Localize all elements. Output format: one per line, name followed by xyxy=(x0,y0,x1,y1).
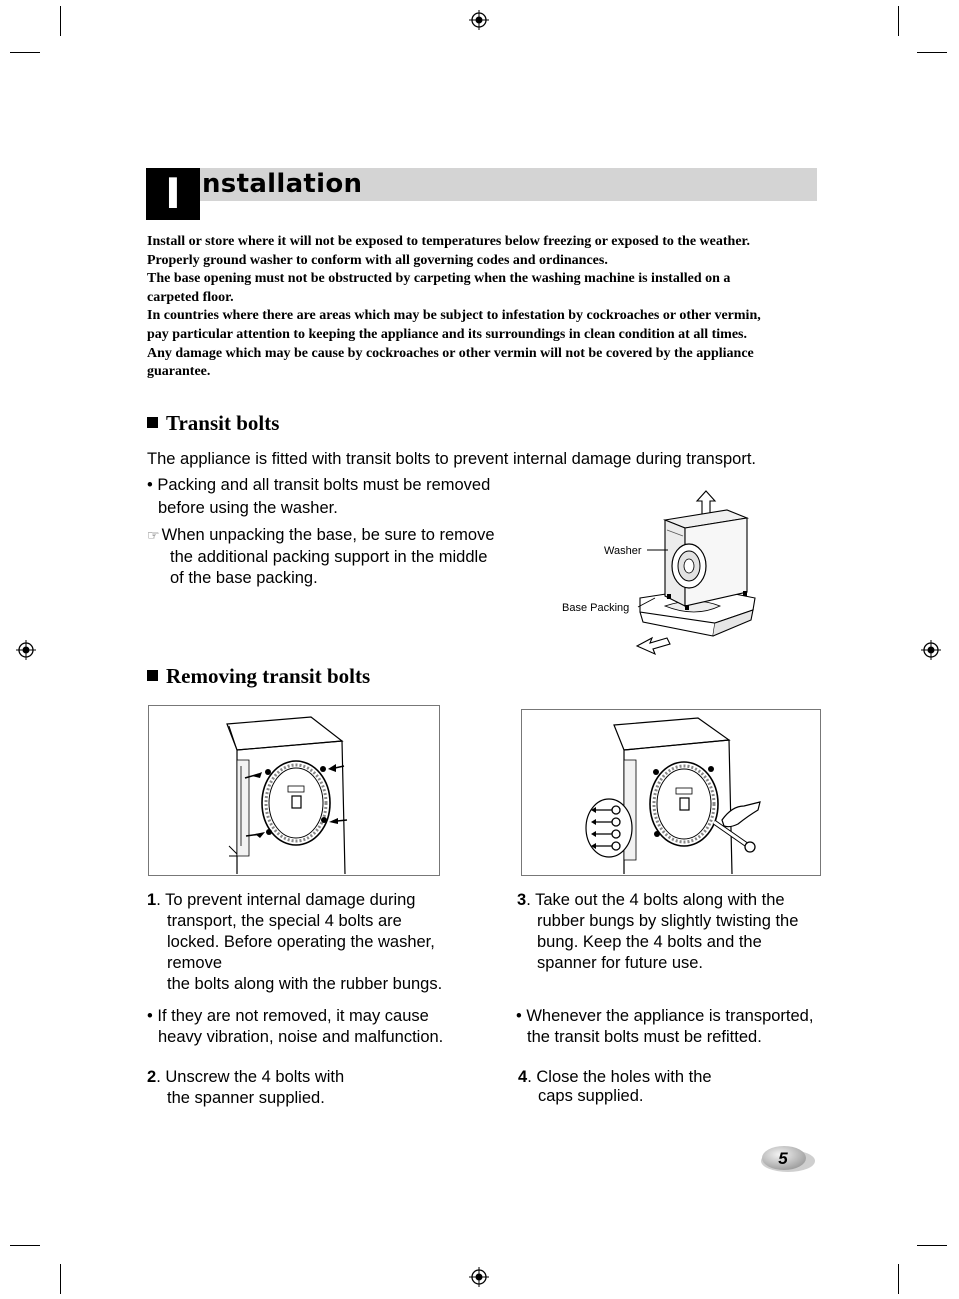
crop-mark xyxy=(898,1264,899,1294)
label-washer: Washer xyxy=(604,545,642,557)
intro-line: Properly ground washer to conform with all governing codes and ordinances. xyxy=(147,252,608,268)
figure-box-rear-bolts xyxy=(148,705,440,876)
step-text: Unscrew the 4 bolts with xyxy=(165,1068,345,1086)
step-text: transport, the special 4 bolts are xyxy=(167,912,402,930)
intro-line: In countries where there are areas which may be subject to infestation by cockroaches or other vermin, xyxy=(147,308,761,324)
pointing-hand-icon: ☞ xyxy=(147,528,160,544)
crop-mark xyxy=(10,52,40,53)
bullet-line: the transit bolts must be refitted. xyxy=(527,1028,762,1046)
step-text: the spanner supplied. xyxy=(167,1089,325,1107)
intro-line: pay particular attention to keeping the appliance and its surroundings in clean condition at all times. xyxy=(147,326,747,342)
square-bullet-icon xyxy=(147,417,158,428)
bullet-line: • Packing and all transit bolts must be removed xyxy=(147,476,491,494)
step-text: spanner for future use. xyxy=(537,954,704,972)
figure-box-spanner xyxy=(521,709,821,876)
step-number: 3 xyxy=(517,891,527,909)
section-heading-removing-bolts xyxy=(147,664,370,689)
step-number: 1 xyxy=(147,891,157,909)
registration-mark-icon xyxy=(921,640,941,660)
step-1: 1. To prevent internal damage during transport, the special 4 bolts are locked. Before operating the washer, remove the bolts along with the rubber bungs. xyxy=(147,891,443,993)
section-heading-transit-bolts xyxy=(147,411,279,436)
registration-mark-icon xyxy=(469,10,489,30)
crop-mark xyxy=(60,6,61,36)
page-number: 5 xyxy=(778,1149,788,1168)
washer-base-packing-illustration xyxy=(555,488,765,660)
intro-line: The base opening must not be obstructed by carpeting when the washing machine is installed on a xyxy=(147,271,731,287)
header-initial: I xyxy=(146,168,200,220)
registration-mark-icon xyxy=(16,640,36,660)
section-heading-text: Removing transit bolts xyxy=(166,664,371,688)
transit-lead: The appliance is fitted with transit bolts to prevent internal damage during transport. xyxy=(147,450,757,468)
crop-mark xyxy=(10,1245,40,1246)
note-line: the additional packing support in the middle xyxy=(170,548,488,566)
step-text: caps supplied. xyxy=(538,1087,644,1105)
step-text: rubber bungs by slightly twisting the xyxy=(537,912,799,930)
intro-line: carpeted floor. xyxy=(147,289,234,305)
bullet-line: • Whenever the appliance is transported, xyxy=(516,1007,814,1025)
washer-rear-illustration xyxy=(149,706,438,874)
crop-mark xyxy=(917,1245,947,1246)
page-number-badge xyxy=(760,1143,816,1175)
step-3: 3. Take out the 4 bolts along with the rubber bungs by slightly twisting the bung. Keep the 4 bolts and the spanner for future use. xyxy=(517,891,799,972)
page-title: nstallation xyxy=(202,169,363,199)
step-text: remove xyxy=(167,954,223,972)
intro-line: Any damage which may be cause by cockroaches or other vermin will not be covered by the appliance xyxy=(147,345,754,361)
bullet-warning xyxy=(147,1006,443,1048)
intro-line: guarantee. xyxy=(147,364,211,380)
registration-mark-icon xyxy=(469,1267,489,1287)
label-base-packing: Base Packing xyxy=(562,602,630,614)
step-text: Close the holes with the xyxy=(536,1068,712,1086)
step-number: 2 xyxy=(147,1068,157,1086)
step-4: 4. Close the holes with the caps supplied. xyxy=(518,1068,712,1105)
step-text: bung. Keep the 4 bolts and the xyxy=(537,933,762,951)
washer-spanner-illustration xyxy=(522,710,819,874)
crop-mark xyxy=(917,52,947,53)
bullet-line: heavy vibration, noise and malfunction. xyxy=(158,1028,444,1046)
step-number: 4 xyxy=(518,1068,528,1086)
intro-paragraph xyxy=(147,233,817,382)
note-line: of the base packing. xyxy=(170,569,318,587)
step-text: Take out the 4 bolts along with the xyxy=(535,891,785,909)
crop-mark xyxy=(60,1264,61,1294)
square-bullet-icon xyxy=(147,670,158,681)
section-heading-text: Transit bolts xyxy=(166,411,280,435)
transit-note xyxy=(147,525,495,589)
bullet-refit xyxy=(516,1006,813,1048)
bullet-line: • If they are not removed, it may cause xyxy=(147,1007,429,1025)
step-text: locked. Before operating the washer, xyxy=(167,933,435,951)
step-2: 2. Unscrew the 4 bolts with the spanner supplied. xyxy=(147,1068,345,1107)
step-text: To prevent internal damage during xyxy=(165,891,416,909)
bullet-line: before using the washer. xyxy=(158,499,338,517)
transit-bullet xyxy=(147,475,490,519)
intro-line: Install or store where it will not be exposed to temperatures below freezing or exposed to the weather. xyxy=(147,234,750,249)
step-text: the bolts along with the rubber bungs. xyxy=(167,975,443,993)
note-line: When unpacking the base, be sure to remove xyxy=(161,526,495,544)
crop-mark xyxy=(898,6,899,36)
